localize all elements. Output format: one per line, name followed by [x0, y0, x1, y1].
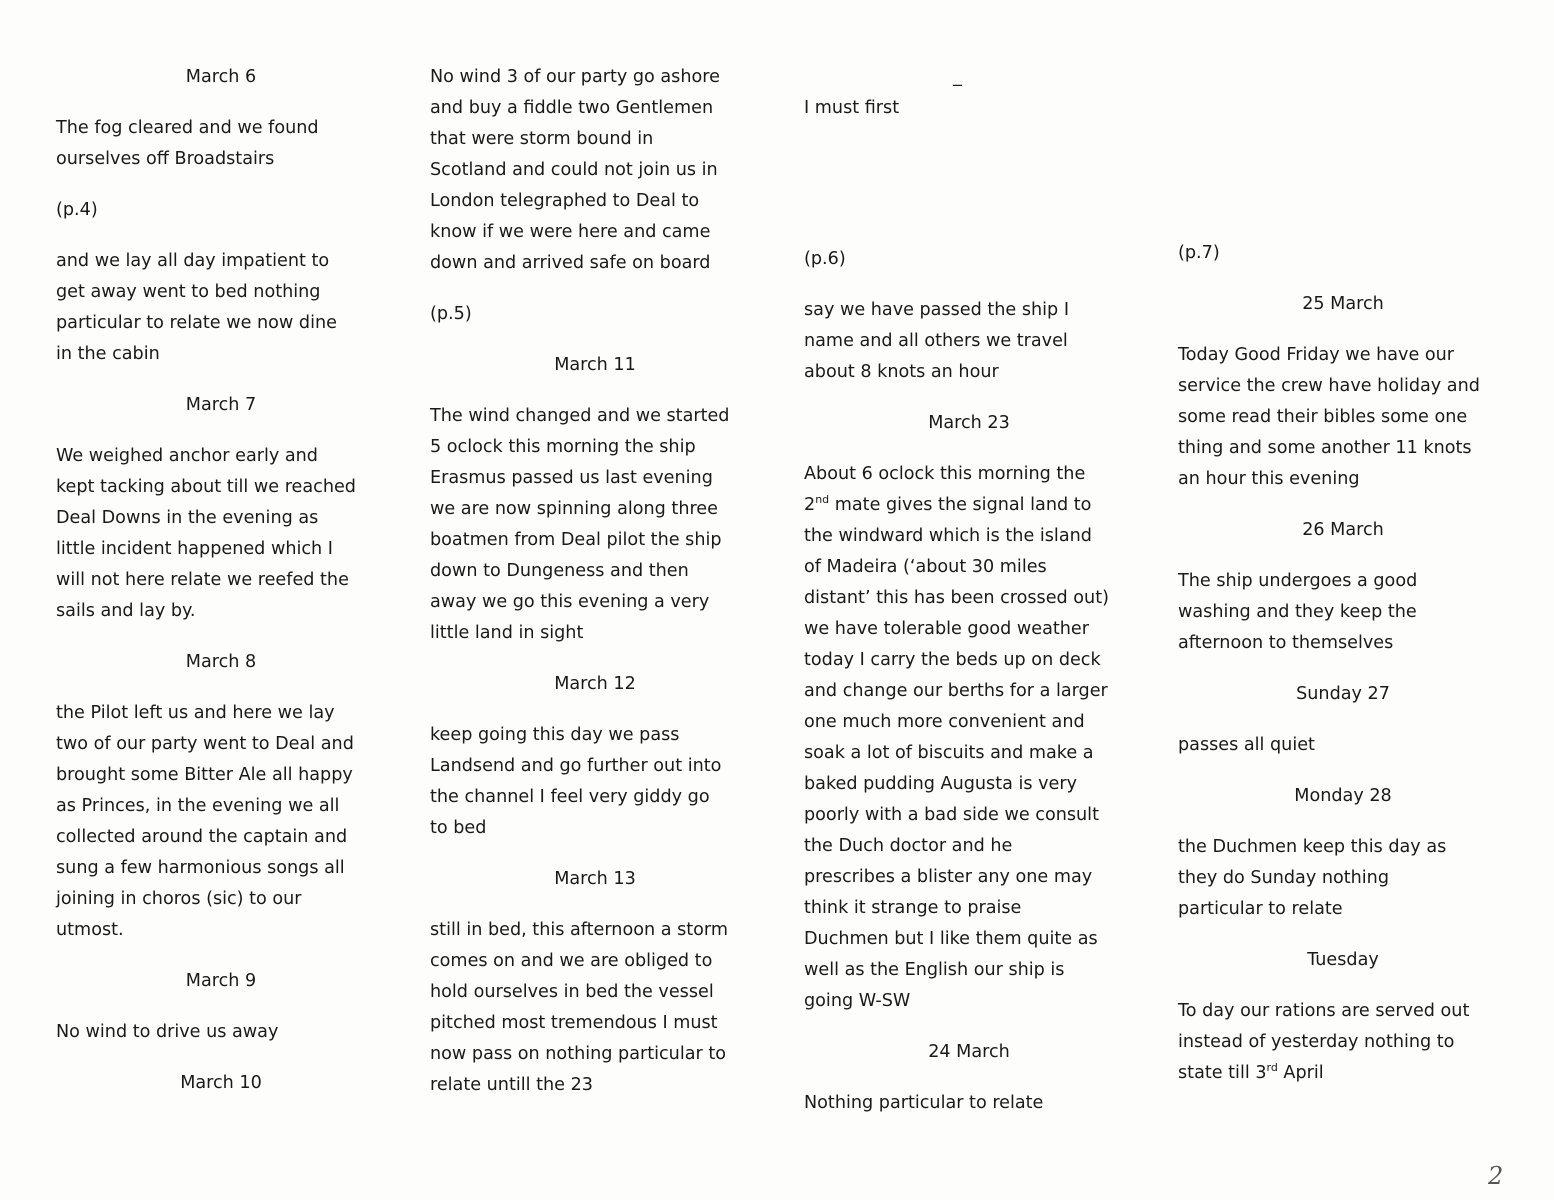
date-heading: March 9: [185, 971, 257, 991]
text-line: boatmen from Deal pilot the ship: [430, 530, 722, 550]
column-2: [430, 62, 760, 1101]
text-line: kept tacking about till we reached: [56, 477, 356, 497]
text-line: thing and some another 11 knots: [1178, 438, 1472, 458]
text-line: to bed: [430, 818, 487, 838]
text-line: sails and lay by.: [56, 601, 196, 621]
text-line: the channel I feel very giddy go: [430, 787, 710, 807]
date-heading: 26 March: [1302, 520, 1384, 540]
text-line: baked pudding Augusta is very: [804, 774, 1078, 794]
text-line: We weighed anchor early and: [56, 446, 318, 466]
text-fragment: state till 3: [1178, 1063, 1267, 1083]
text-line: get away went to bed nothing: [56, 282, 321, 302]
text-line: About 6 oclock this morning the: [804, 464, 1086, 484]
text-line: in the cabin: [56, 344, 160, 364]
text-line: poorly with a bad side we consult: [804, 805, 1099, 825]
entry-text: [56, 195, 386, 226]
text-line: an hour this evening: [1178, 469, 1360, 489]
text-line: some read their bibles some one: [1178, 407, 1468, 427]
entry-text: [804, 244, 1134, 275]
text-line: particular to relate: [1178, 899, 1343, 919]
text-line: away we go this evening a very: [430, 592, 710, 612]
entry-date-heading: [1178, 289, 1508, 320]
text-line: No wind to drive us away: [56, 1022, 279, 1042]
text-line: two of our party went to Deal and: [56, 734, 354, 754]
text-line: hold ourselves in bed the vessel: [430, 982, 714, 1002]
entry-text: [56, 1017, 386, 1048]
text-line: No wind 3 of our party go ashore: [430, 67, 720, 87]
entry-text: [804, 459, 1134, 1017]
entry-text: [1178, 238, 1508, 269]
text-line: passes all quiet: [1178, 735, 1315, 755]
text-line: name and all others we travel: [804, 331, 1068, 351]
text-line: the Pilot left us and here we lay: [56, 703, 335, 723]
text-line: Nothing particular to relate: [804, 1093, 1044, 1113]
entry-date-heading: [56, 62, 386, 93]
text-line: prescribes a blister any one may: [804, 867, 1093, 887]
page-number: 2: [1488, 1162, 1504, 1190]
entry-text: [430, 401, 760, 649]
text-line: today I carry the beds up on deck: [804, 650, 1101, 670]
date-heading: Monday 28: [1294, 786, 1392, 806]
text-line: will not here relate we reefed the: [56, 570, 349, 590]
text-line: brought some Bitter Ale all happy: [56, 765, 353, 785]
text-line: Duchmen but I like them quite as: [804, 929, 1098, 949]
entry-text: [430, 299, 760, 330]
text-line: about 8 knots an hour: [804, 362, 999, 382]
text-line: washing and they keep the: [1178, 602, 1417, 622]
entry-date-heading: [430, 864, 760, 895]
text-line: The fog cleared and we found: [56, 118, 319, 138]
text-line: Landsend and go further out into: [430, 756, 722, 776]
text-line: still in bed, this afternoon a storm: [430, 920, 728, 940]
date-heading: 25 March: [1302, 294, 1384, 314]
text-line: London telegraphed to Deal to: [430, 191, 700, 211]
entry-text: [430, 915, 760, 1101]
entry-date-heading: [430, 669, 760, 700]
text-line: Scotland and could not join us in: [430, 160, 718, 180]
column-4: [1178, 62, 1508, 1089]
entry-text: [1178, 996, 1508, 1089]
text-line: afternoon to themselves: [1178, 633, 1394, 653]
text-line: ourselves off Broadstairs: [56, 149, 275, 169]
date-heading: 24 March: [928, 1042, 1010, 1062]
text-fragment: 2: [804, 495, 816, 515]
entry-text: [56, 113, 386, 175]
text-line: now pass on nothing particular to: [430, 1044, 726, 1064]
text-line: the Duchmen keep this day as: [1178, 837, 1447, 857]
text-line: that were storm bound in: [430, 129, 654, 149]
entry-date-heading: [804, 1037, 1134, 1068]
date-heading: March 12: [554, 674, 636, 694]
entry-text: [430, 62, 760, 279]
text-line: down to Dungeness and then: [430, 561, 689, 581]
entry-text: [430, 720, 760, 844]
entry-text: [804, 1088, 1134, 1119]
date-heading: March 10: [180, 1073, 262, 1093]
superscript: nd: [815, 493, 830, 507]
text-line: we are now spinning along three: [430, 499, 718, 519]
text-line: (p.6): [804, 249, 846, 269]
text-line: say we have passed the ship I: [804, 300, 1070, 320]
text-line: Today Good Friday we have our: [1178, 345, 1455, 365]
text-line: know if we were here and came: [430, 222, 711, 242]
column-1: [56, 62, 386, 1099]
text-line: I must first: [804, 98, 900, 118]
text-line: service the crew have holiday and: [1178, 376, 1480, 396]
text-line: collected around the captain and: [56, 827, 348, 847]
entry-date-heading: [1178, 515, 1508, 546]
text-line: (p.5): [430, 304, 472, 324]
text-line: To day our rations are served out: [1178, 1001, 1470, 1021]
text-line: Erasmus passed us last evening: [430, 468, 713, 488]
entry-text: [56, 698, 386, 946]
entry-text: [1178, 566, 1508, 659]
superscript: rd: [1266, 1061, 1278, 1075]
date-heading: March 8: [185, 652, 257, 672]
text-line: and buy a fiddle two Gentlemen: [430, 98, 714, 118]
entry-text: [56, 246, 386, 370]
text-line: little land in sight: [430, 623, 584, 643]
text-line: instead of yesterday nothing to: [1178, 1032, 1455, 1052]
text-line: (p.7): [1178, 243, 1220, 263]
text-line: The ship undergoes a good: [1178, 571, 1418, 591]
text-line: comes on and we are obliged to: [430, 951, 713, 971]
text-line: as Princes, in the evening we all: [56, 796, 340, 816]
column-3: [804, 62, 1134, 1119]
date-heading: March 7: [185, 395, 257, 415]
entry-date-heading: [1178, 781, 1508, 812]
text-line: [804, 490, 1134, 521]
entry-text: [804, 295, 1134, 388]
entry-date-heading: [56, 1068, 386, 1099]
text-line: down and arrived safe on board: [430, 253, 711, 273]
entry-date-heading: [56, 390, 386, 421]
text-line: 5 oclock this morning the ship: [430, 437, 696, 457]
entry-date-heading: [56, 647, 386, 678]
entry-date-heading: [1178, 945, 1508, 976]
date-heading: March 6: [185, 67, 257, 87]
text-fragment: April: [1277, 1063, 1324, 1083]
date-heading: Tuesday: [1307, 950, 1379, 970]
text-line: think it strange to praise: [804, 898, 1022, 918]
entry-text: [1178, 340, 1508, 495]
date-heading: March 13: [554, 869, 636, 889]
entry-date-heading: [56, 966, 386, 997]
text-line: Deal Downs in the evening as: [56, 508, 319, 528]
entry-date-heading: [430, 350, 760, 381]
entry-date-heading: [804, 408, 1134, 439]
text-line: The wind changed and we started: [430, 406, 730, 426]
entry-text: [804, 93, 1134, 124]
text-line: and we lay all day impatient to: [56, 251, 330, 271]
text-line: well as the English our ship is: [804, 960, 1065, 980]
text-line: particular to relate we now dine: [56, 313, 337, 333]
text-line: relate untill the 23: [430, 1075, 593, 1095]
text-line: sung a few harmonious songs all: [56, 858, 345, 878]
text-line: pitched most tremendous I must: [430, 1013, 718, 1033]
entry-date-heading: [1178, 679, 1508, 710]
text-line: soak a lot of biscuits and make a: [804, 743, 1094, 763]
entry-text: [56, 441, 386, 627]
separator-dash: _: [953, 67, 962, 87]
entry-text: [1178, 730, 1508, 761]
date-heading: March 11: [554, 355, 636, 375]
date-heading: Sunday 27: [1296, 684, 1390, 704]
text-line: we have tolerable good weather: [804, 619, 1089, 639]
text-line: distant’ this has been crossed out): [804, 588, 1109, 608]
text-line: keep going this day we pass: [430, 725, 680, 745]
text-fragment: mate gives the signal land to: [829, 495, 1092, 515]
text-line: [1178, 1058, 1508, 1089]
text-line: and change our berths for a larger: [804, 681, 1108, 701]
date-heading: March 23: [928, 413, 1010, 433]
text-line: (p.4): [56, 200, 98, 220]
text-line: utmost.: [56, 920, 124, 940]
text-line: the Duch doctor and he: [804, 836, 1013, 856]
text-line: little incident happened which I: [56, 539, 333, 559]
text-line: of Madeira (‘about 30 miles: [804, 557, 1047, 577]
text-line: joining in choros (sic) to our: [56, 889, 302, 909]
text-line: one much more convenient and: [804, 712, 1085, 732]
entry-text: [1178, 832, 1508, 925]
text-line: going W-SW: [804, 991, 911, 1011]
text-line: they do Sunday nothing: [1178, 868, 1389, 888]
text-line: the windward which is the island: [804, 526, 1092, 546]
